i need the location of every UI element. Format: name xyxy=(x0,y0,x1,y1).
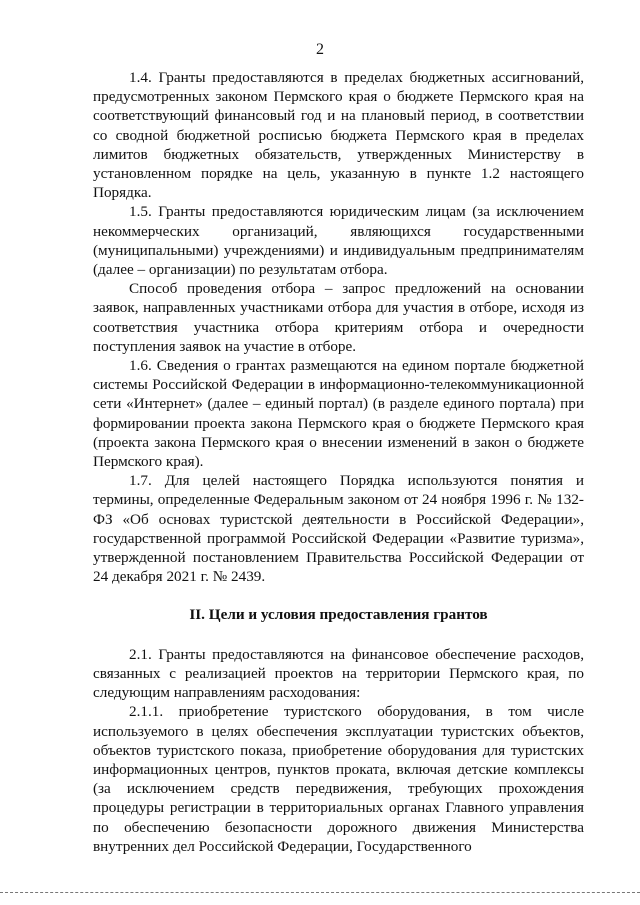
paragraph-1-6: 1.6. Сведения о грантах размещаются на едином портале бюджетной системы Российской Федерации в информационно-телекоммуникационной сети «Интернет» (далее – единый портал) (в разделе единого портала) при формировании проекта закона Пермского края о бюджете Пермского края (проекта закона Пермского края о внесении изменений в закон о бюджете Пермского края). xyxy=(93,357,584,471)
section-heading: II. Цели и условия предоставления грантов xyxy=(189,606,488,624)
document-body xyxy=(93,68,584,856)
paragraph-1-4: 1.4. Гранты предоставляются в пределах бюджетных ассигнований, предусмотренных законом Пермского края о бюджете Пермского края на соответствующий финансовый год и на плановый период, в соответствии со сводной бюджетной росписью бюджета Пермского края в пределах лимитов бюджетных обязательств, утвержденных Министерству в установленном порядке на цель, указанную в пункте 1.2 настоящего Порядка. xyxy=(93,69,584,202)
page-number: 2 xyxy=(316,41,324,58)
paragraph-1-7: 1.7. Для целей настоящего Порядка используются понятия и термины, определенные Федеральным законом от 24 ноября 1996 г. № 132-ФЗ «Об основах туристской деятельности в Российской Федерации», государственной программой Российской Федерации «Развитие туризма», утвержденной постановлением Правительства Российской Федерации от 24 декабря 2021 г. № 2439. xyxy=(93,472,584,586)
paragraph-2-1: 2.1. Гранты предоставляются на финансовое обеспечение расходов, связанных с реализацией проектов на территории Пермского края, по следующим направлениям расходования: xyxy=(93,645,584,702)
paragraph-selection-method: Способ проведения отбора – запрос предложений на основании заявок, направленных участниками отбора для участия в отборе, исходя из соответствия участника отбора критериям отбора и очередности поступления заявок на участие в отборе. xyxy=(93,280,584,355)
bottom-divider xyxy=(0,892,640,893)
paragraph-2-1-1: 2.1.1. приобретение туристского оборудования, в том числе используемого в целях обеспечения эксплуатации туристских объектов, объектов туристского показа, приобретение оборудования для туристских информационных центров, пунктов проката, включая детские комплексы (за исключением средств передвижения, требующих прохождения процедуры регистрации в территориальных органах Главного управления по обеспечению безопасности дорожного движения Министерства внутренних дел Российской Федерации, Государственного xyxy=(93,703,584,855)
paragraph-1-5: 1.5. Гранты предоставляются юридическим лицам (за исключением некоммерческих организаций, являющихся государственными (муниципальными) учреждениями) и индивидуальным предпринимателям (далее – организации) по результатам отбора. xyxy=(93,203,584,279)
